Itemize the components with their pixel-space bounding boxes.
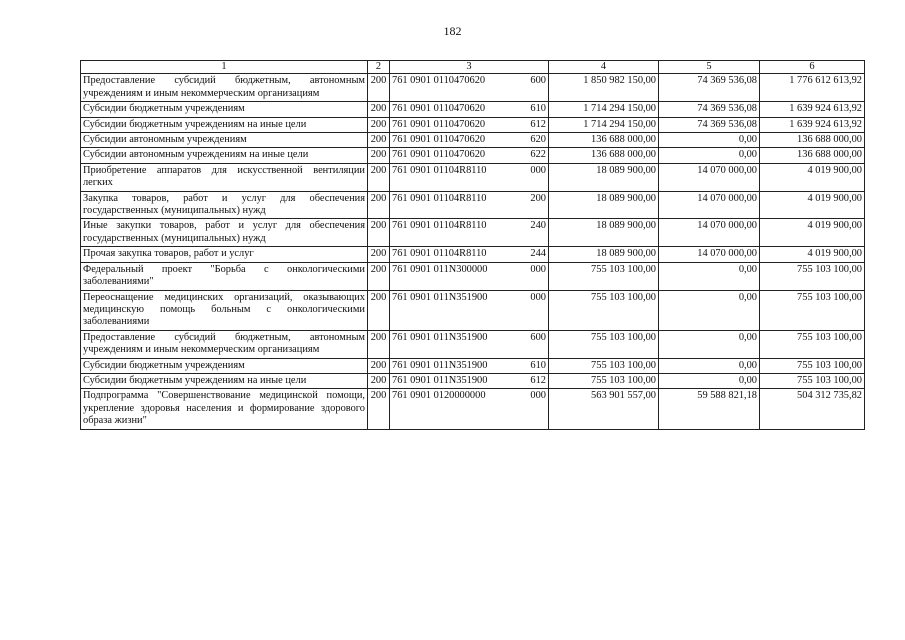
row-vr: 612 bbox=[530, 118, 546, 130]
row-code: 761 0901 01104R8110 bbox=[392, 164, 487, 176]
table-row bbox=[81, 262, 865, 290]
table-row bbox=[81, 133, 865, 148]
row-col6: 755 103 100,00 bbox=[760, 262, 865, 290]
row-col4: 1 714 294 150,00 bbox=[549, 102, 659, 117]
row-col6: 4 019 900,00 bbox=[760, 219, 865, 247]
row-name: Федеральный проект "Борьба с онкологическими заболеваниями" bbox=[81, 262, 368, 290]
row-col5: 0,00 bbox=[659, 330, 760, 358]
row-name: Закупка товаров, работ и услуг для обеспечения государственных (муниципальных) нужд bbox=[81, 191, 368, 219]
row-code-cell bbox=[390, 389, 549, 429]
row-vr: 600 bbox=[530, 75, 546, 87]
row-col4: 755 103 100,00 bbox=[549, 358, 659, 373]
row-code: 761 0901 0110470620 bbox=[392, 149, 486, 161]
row-col5: 0,00 bbox=[659, 133, 760, 148]
column-header-4: 4 bbox=[549, 61, 659, 74]
budget-table bbox=[80, 60, 865, 430]
row-col2: 200 bbox=[368, 133, 390, 148]
row-col4: 136 688 000,00 bbox=[549, 133, 659, 148]
column-header-5: 5 bbox=[659, 61, 760, 74]
row-col5: 0,00 bbox=[659, 262, 760, 290]
row-code-cell bbox=[390, 219, 549, 247]
row-col4: 755 103 100,00 bbox=[549, 262, 659, 290]
row-vr: 200 bbox=[530, 192, 546, 204]
row-vr: 610 bbox=[530, 103, 546, 115]
row-col5: 14 070 000,00 bbox=[659, 219, 760, 247]
row-col4: 136 688 000,00 bbox=[549, 148, 659, 163]
row-vr: 000 bbox=[530, 390, 546, 402]
table-row bbox=[81, 117, 865, 132]
row-code-cell bbox=[390, 191, 549, 219]
row-col4: 18 089 900,00 bbox=[549, 191, 659, 219]
row-name: Субсидии бюджетным учреждениям bbox=[81, 102, 368, 117]
row-name: Субсидии бюджетным учреждениям на иные цели bbox=[81, 373, 368, 388]
row-vr: 620 bbox=[530, 134, 546, 146]
table-row bbox=[81, 290, 865, 330]
table-row bbox=[81, 163, 865, 191]
row-col4: 18 089 900,00 bbox=[549, 219, 659, 247]
row-name: Подпрограмма "Совершенствование медицинской помощи, укрепление здоровья населения и формирование здорового образа жизни" bbox=[81, 389, 368, 429]
row-code-cell bbox=[390, 358, 549, 373]
row-code: 761 0901 011N351900 bbox=[392, 331, 488, 343]
table-row bbox=[81, 330, 865, 358]
row-vr: 000 bbox=[530, 164, 546, 176]
row-col4: 18 089 900,00 bbox=[549, 163, 659, 191]
row-code: 761 0901 01104R8110 bbox=[392, 220, 487, 232]
row-code-cell bbox=[390, 117, 549, 132]
row-col5: 14 070 000,00 bbox=[659, 163, 760, 191]
table-row bbox=[81, 358, 865, 373]
row-name: Прочая закупка товаров, работ и услуг bbox=[81, 247, 368, 262]
row-col2: 200 bbox=[368, 358, 390, 373]
row-code: 761 0901 01104R8110 bbox=[392, 192, 487, 204]
row-vr: 240 bbox=[530, 220, 546, 232]
row-code: 761 0901 011N351900 bbox=[392, 374, 488, 386]
row-code: 761 0901 0120000000 bbox=[392, 390, 486, 402]
row-name: Субсидии бюджетным учреждениям на иные цели bbox=[81, 117, 368, 132]
row-vr: 000 bbox=[530, 263, 546, 275]
row-code: 761 0901 0110470620 bbox=[392, 75, 486, 87]
page-number: 182 bbox=[443, 24, 462, 38]
row-code-cell bbox=[390, 148, 549, 163]
column-header-6: 6 bbox=[760, 61, 865, 74]
row-col2: 200 bbox=[368, 247, 390, 262]
row-code: 761 0901 0110470620 bbox=[392, 134, 486, 146]
row-col5: 74 369 536,08 bbox=[659, 102, 760, 117]
row-code: 761 0901 0110470620 bbox=[392, 103, 486, 115]
row-col2: 200 bbox=[368, 373, 390, 388]
row-col6: 136 688 000,00 bbox=[760, 148, 865, 163]
table-row bbox=[81, 191, 865, 219]
row-col6: 4 019 900,00 bbox=[760, 163, 865, 191]
row-col2: 200 bbox=[368, 102, 390, 117]
row-col4: 1 714 294 150,00 bbox=[549, 117, 659, 132]
row-col6: 504 312 735,82 bbox=[760, 389, 865, 429]
row-name: Иные закупки товаров, работ и услуг для обеспечения государственных (муниципальных) нужд bbox=[81, 219, 368, 247]
row-code-cell bbox=[390, 330, 549, 358]
row-col2: 200 bbox=[368, 74, 390, 102]
row-col4: 755 103 100,00 bbox=[549, 373, 659, 388]
row-code-cell bbox=[390, 163, 549, 191]
row-col2: 200 bbox=[368, 389, 390, 429]
row-name: Субсидии автономным учреждениям bbox=[81, 133, 368, 148]
row-col6: 1 639 924 613,92 bbox=[760, 102, 865, 117]
row-col2: 200 bbox=[368, 262, 390, 290]
row-name: Приобретение аппаратов для искусственной вентиляции легких bbox=[81, 163, 368, 191]
row-col5: 0,00 bbox=[659, 373, 760, 388]
row-col4: 755 103 100,00 bbox=[549, 290, 659, 330]
table-row bbox=[81, 102, 865, 117]
row-col5: 0,00 bbox=[659, 358, 760, 373]
row-col2: 200 bbox=[368, 148, 390, 163]
row-col4: 563 901 557,00 bbox=[549, 389, 659, 429]
row-code: 761 0901 011N300000 bbox=[392, 263, 488, 275]
table-row bbox=[81, 219, 865, 247]
row-code: 761 0901 0110470620 bbox=[392, 118, 486, 130]
row-vr: 600 bbox=[530, 331, 546, 343]
row-col6: 4 019 900,00 bbox=[760, 191, 865, 219]
column-header-2: 2 bbox=[368, 61, 390, 74]
row-code: 761 0901 011N351900 bbox=[392, 359, 488, 371]
row-code-cell bbox=[390, 247, 549, 262]
row-col6: 4 019 900,00 bbox=[760, 247, 865, 262]
row-col2: 200 bbox=[368, 191, 390, 219]
column-header-3: 3 bbox=[390, 61, 549, 74]
table-row bbox=[81, 74, 865, 102]
row-col5: 0,00 bbox=[659, 148, 760, 163]
row-vr: 610 bbox=[530, 359, 546, 371]
row-name: Субсидии автономным учреждениям на иные цели bbox=[81, 148, 368, 163]
row-vr: 000 bbox=[530, 291, 546, 303]
row-vr: 244 bbox=[530, 248, 546, 260]
row-col6: 1 639 924 613,92 bbox=[760, 117, 865, 132]
row-col2: 200 bbox=[368, 163, 390, 191]
row-code-cell bbox=[390, 133, 549, 148]
row-col5: 14 070 000,00 bbox=[659, 247, 760, 262]
row-vr: 622 bbox=[530, 149, 546, 161]
row-name: Переоснащение медицинских организаций, оказывающих медицинскую помощь больным с онкологическими заболеваниями bbox=[81, 290, 368, 330]
table-row bbox=[81, 389, 865, 429]
row-col2: 200 bbox=[368, 290, 390, 330]
table-row bbox=[81, 148, 865, 163]
row-col4: 18 089 900,00 bbox=[549, 247, 659, 262]
row-col4: 1 850 982 150,00 bbox=[549, 74, 659, 102]
row-col5: 14 070 000,00 bbox=[659, 191, 760, 219]
row-code-cell bbox=[390, 373, 549, 388]
row-code-cell bbox=[390, 262, 549, 290]
row-col6: 755 103 100,00 bbox=[760, 373, 865, 388]
row-vr: 612 bbox=[530, 374, 546, 386]
row-code-cell bbox=[390, 102, 549, 117]
header-row bbox=[81, 61, 865, 74]
row-col2: 200 bbox=[368, 117, 390, 132]
row-col4: 755 103 100,00 bbox=[549, 330, 659, 358]
row-name: Субсидии бюджетным учреждениям bbox=[81, 358, 368, 373]
row-col2: 200 bbox=[368, 219, 390, 247]
row-col5: 74 369 536,08 bbox=[659, 117, 760, 132]
row-col5: 0,00 bbox=[659, 290, 760, 330]
column-header-1: 1 bbox=[81, 61, 368, 74]
row-col6: 755 103 100,00 bbox=[760, 290, 865, 330]
row-col5: 59 588 821,18 bbox=[659, 389, 760, 429]
row-code: 761 0901 01104R8110 bbox=[392, 248, 487, 260]
row-code: 761 0901 011N351900 bbox=[392, 291, 488, 303]
table-row bbox=[81, 247, 865, 262]
row-name: Предоставление субсидий бюджетным, автономным учреждениям и иным некоммерческим организациям bbox=[81, 74, 368, 102]
row-col6: 755 103 100,00 bbox=[760, 358, 865, 373]
row-col6: 755 103 100,00 bbox=[760, 330, 865, 358]
row-code-cell bbox=[390, 290, 549, 330]
row-code-cell bbox=[390, 74, 549, 102]
row-col6: 136 688 000,00 bbox=[760, 133, 865, 148]
row-col5: 74 369 536,08 bbox=[659, 74, 760, 102]
row-col6: 1 776 612 613,92 bbox=[760, 74, 865, 102]
row-col2: 200 bbox=[368, 330, 390, 358]
table-row bbox=[81, 373, 865, 388]
row-name: Предоставление субсидий бюджетным, автономным учреждениям и иным некоммерческим организациям bbox=[81, 330, 368, 358]
